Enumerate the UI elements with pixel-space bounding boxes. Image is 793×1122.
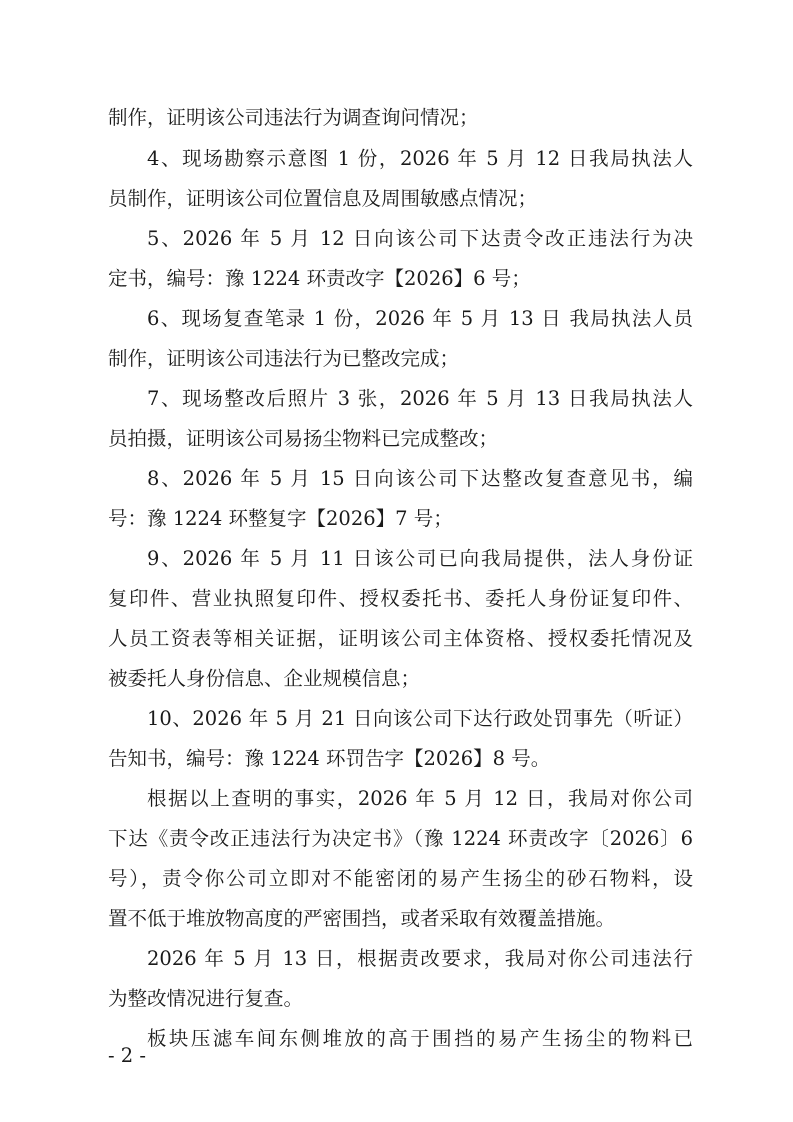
text-line: 制作，证明该公司违法行为调查询问情况； [108,106,479,129]
text-line: 4、现场勘察示意图 1 份，2026 年 5 月 12 日我局执法人 [147,147,693,170]
text-line: 被委托人身份信息、企业规模信息； [108,667,421,690]
text-line: 置不低于堆放物高度的严密围挡，或者采取有效覆盖措施。 [108,907,616,930]
text-line: 10、2026 年 5 月 21 日向该公司下达行政处罚事先（听证） [147,707,693,730]
text-line: 9、2026 年 5 月 11 日该公司已向我局提供，法人身份证 [147,547,693,570]
text-line: 下达《责令改正违法行为决定书》（豫 1224 环责改字〔2026〕6 [108,827,693,850]
text-line: 制作，证明该公司违法行为已整改完成； [108,347,460,370]
text-line: 定书，编号：豫 1224 环责改字【2026】6 号； [108,267,531,290]
text-line: 人员工资表等相关证据，证明该公司主体资格、授权委托情况及 [108,627,693,650]
text-line: 6、现场复查笔录 1 份，2026 年 5 月 13 日 我局执法人员 [147,307,693,330]
text-line: 号：豫 1224 环整复字【2026】7 号； [108,507,453,530]
text-line: 2026 年 5 月 13 日，根据责改要求，我局对你公司违法行 [147,947,693,970]
page-number: - 2 - [108,1044,146,1067]
text-line: 5、2026 年 5 月 12 日向该公司下达责令改正违法行为决 [147,227,693,250]
text-line: 告知书，编号：豫 1224 环罚告字【2026】8 号。 [108,747,551,770]
text-line: 8、2026 年 5 月 15 日向该公司下达整改复查意见书，编 [147,467,693,490]
text-line: 板块压滤车间东侧堆放的高于围挡的易产生扬尘的物料已 [147,1027,693,1050]
text-line: 员拍摄，证明该公司易扬尘物料已完成整改； [108,427,499,450]
text-line: 号），责令你公司立即对不能密闭的易产生扬尘的砂石物料，设 [108,867,693,890]
text-line: 根据以上查明的事实，2026 年 5 月 12 日，我局对你公司 [147,787,693,810]
text-line: 员制作，证明该公司位置信息及周围敏感点情况； [108,187,538,210]
text-line: 7、现场整改后照片 3 张，2026 年 5 月 13 日我局执法人 [147,387,693,410]
text-line: 复印件、营业执照复印件、授权委托书、委托人身份证复印件、 [108,587,693,610]
text-line: 为整改情况进行复查。 [108,987,304,1010]
